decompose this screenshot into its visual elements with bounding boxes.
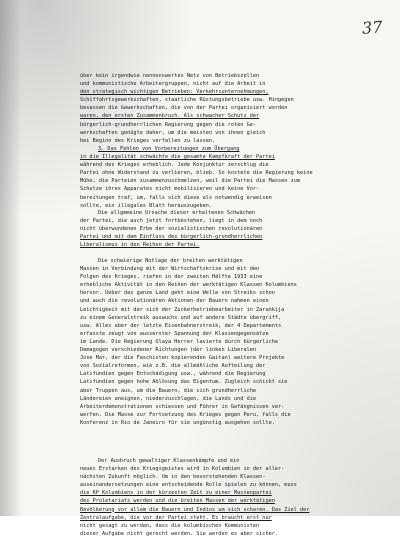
text-line: bürgerlich-grundherrlichen Regierung gegen die roten Ge-	[80, 121, 257, 128]
text-line: über kein irgendwie nennenswertes Netz von Betriebszellen	[80, 73, 260, 79]
paragraph-1	[80, 72, 372, 145]
text-line: erhebliche Aktivität in den Reihen der werktätigen Klassen Kolumbiens	[80, 282, 297, 289]
text-line: erfasste zeugt von ausserster Spannung der Klassengegensätze	[80, 330, 269, 337]
text-line: 3. Das Fehlen von Vorbereitungen zum Übergang	[98, 146, 240, 152]
text-line: Ländereien aneignen, niederzuschlagen, die Lands und die	[80, 395, 257, 402]
scan-edge-shadow	[0, 0, 22, 516]
text-line: Die allgemeine Ursache dieser erhaltenen Schwächen	[98, 210, 256, 216]
text-line: und kommunistische Arbeitergruppen, nicht auf die Arbeit in	[80, 81, 266, 88]
text-line: nicht überwundenen Erbe der sozialistischen revolutionären	[80, 226, 263, 233]
text-line: Zentralaufgabe, die vor der Partei steht. Es braucht erst nur	[80, 514, 272, 521]
text-line: neues Erstarken des Kriegsgeistes wird in Kolumbien in der aller-	[80, 466, 285, 473]
text-line: Liberalismus in den Reihen der Partei.	[80, 242, 200, 249]
text-line: Latifundien gegen Entschädigung usw., während die Regierung	[80, 371, 266, 378]
text-line: Massen in Verbindung mit der Wirtschaftskrise und mit den	[80, 266, 260, 273]
text-line: im Lande. Die Regierung Olaya Herrer lavierte durch bürgerliche	[80, 338, 279, 345]
text-line: sollte, ein illegales Blatt herauszugeben.	[80, 202, 213, 209]
text-line: auseinandersetzungen eine entscheidende Rolle spielen zu können, muss	[80, 482, 297, 489]
text-line: Demagogen verschiedener Richtungen (der linken Liberalen	[80, 347, 257, 354]
paragraph-2	[80, 145, 372, 210]
text-line: Die schwierige Notlage der breiten werktätigen	[98, 258, 243, 264]
paragraph-4	[80, 257, 372, 427]
text-line: bei Beginn des Krieges verfallen zu lassen.	[80, 137, 216, 144]
text-line: bereitungen traf, um, falls sich diese als notwendig erweisen	[80, 194, 272, 201]
text-line: werkschaften genügte daher, um die meisten von ihnen gleich	[80, 129, 266, 136]
text-line: Jose Mar, der die Faschisten kopierenden Gaitan) weitere Projekte	[80, 355, 285, 362]
text-line: dieser Aufgabe nicht gerecht werden. Sie werden es aber sicher.	[80, 530, 279, 537]
text-line: und auch die revolutionären Aktionen der Bauern nahmen einen	[80, 298, 269, 305]
text-line: Latifundien gegen hohe Ablösung das Eigentum. Zugleich schickt sie	[80, 379, 288, 386]
text-line: Der Ausbruch gewaltiger Klassenkämpfe und ein	[98, 458, 240, 464]
text-line: Arbeiterdemonstrationen schiessen und Führer in Gefängnissen ver-	[80, 403, 285, 410]
text-line: Leichtigkeit mit der sich der Zuckerbetriebearbeiter in Zarankija	[80, 306, 285, 313]
text-line: von Sozialreformen, wie z.B. die allmähliche Aufteilung der	[80, 363, 266, 370]
text-line: usw. Alles aber der letzte Eisenbahnerstreik, der 4 Departements	[80, 322, 282, 329]
text-line: aber Truppen aus, um die Bauern, die sich grundherrliche	[80, 387, 257, 394]
text-line: nicht gesagt zu werden, dass die kolumbischen Kommunisten	[80, 522, 260, 529]
text-line: Schutze ihres Apparates nicht mobilisieren und keine Vor-	[80, 186, 260, 193]
text-line: nächsten Zukunft möglich. Um in den bevorstehenden Klassen-	[80, 474, 266, 481]
text-line: Partei ohne Widerstand zu verlieren, blieb. So kostete die Regierung keine	[80, 170, 313, 177]
text-line: den strategisch wichtigen Betrieben: Verkehrsunternehmungen,	[80, 89, 269, 96]
text-line: des Proletariats werden und die breiten Massen der werktätigen	[80, 498, 275, 505]
text-line: waren, den ersten Zusammenbruch. Als schwacher Schutz der	[80, 113, 260, 120]
text-line: Konferenz in Rio de Janeiro für sie ungünstig ausgehen sollte.	[80, 419, 275, 426]
paragraph-5	[80, 457, 372, 538]
paragraph-3	[80, 209, 372, 249]
page-number: 37	[361, 17, 383, 38]
text-line: hervor. Ueber das ganze Land geht eine Welle von Streiks schon	[80, 290, 275, 297]
text-line: der Partei, die auch jetzt fortbestehen, liegt in dem noch	[80, 218, 263, 225]
text-line: Schiffahrtsgewerkschaften, staatliche Rüstungsbetriebe usw. Hingegen	[80, 97, 294, 104]
text-line: werfen. Die Masse zur Fortsetzung des Krieges gegen Peru, falls die	[80, 411, 291, 418]
text-line: besassen die Gewerkschaften, die von der Partei organisiert worden	[80, 105, 288, 112]
text-line: in die Illegalität schwächte die gesamte Kampfkraft der Partei	[80, 154, 275, 161]
text-line: Folgen des Krieges, riefen in der zweiten Hälfte 1933 eine	[80, 274, 263, 281]
text-line: Bevölkerung vor allem die Bauern und Indios um sich scharen. Das Ziel der	[80, 506, 310, 513]
text-line: zu einem Generalstreik auswuchs und auf andere Städte übergriff,	[80, 314, 282, 321]
text-line: Mühe, die Parteien zusammenzuschmelzen, weil die Partei die Massen zum	[80, 178, 301, 185]
text-line: die KP Kolumbiens in der kürzesten Zeit zu einer Massenpartei	[80, 490, 272, 497]
text-line: während des Krieges erheblich. Jede Konjunktur zerschlug die	[80, 162, 269, 169]
text-line: Partei und mit dem Einfluss des bürgerlich-grundherrlichen	[80, 234, 263, 241]
